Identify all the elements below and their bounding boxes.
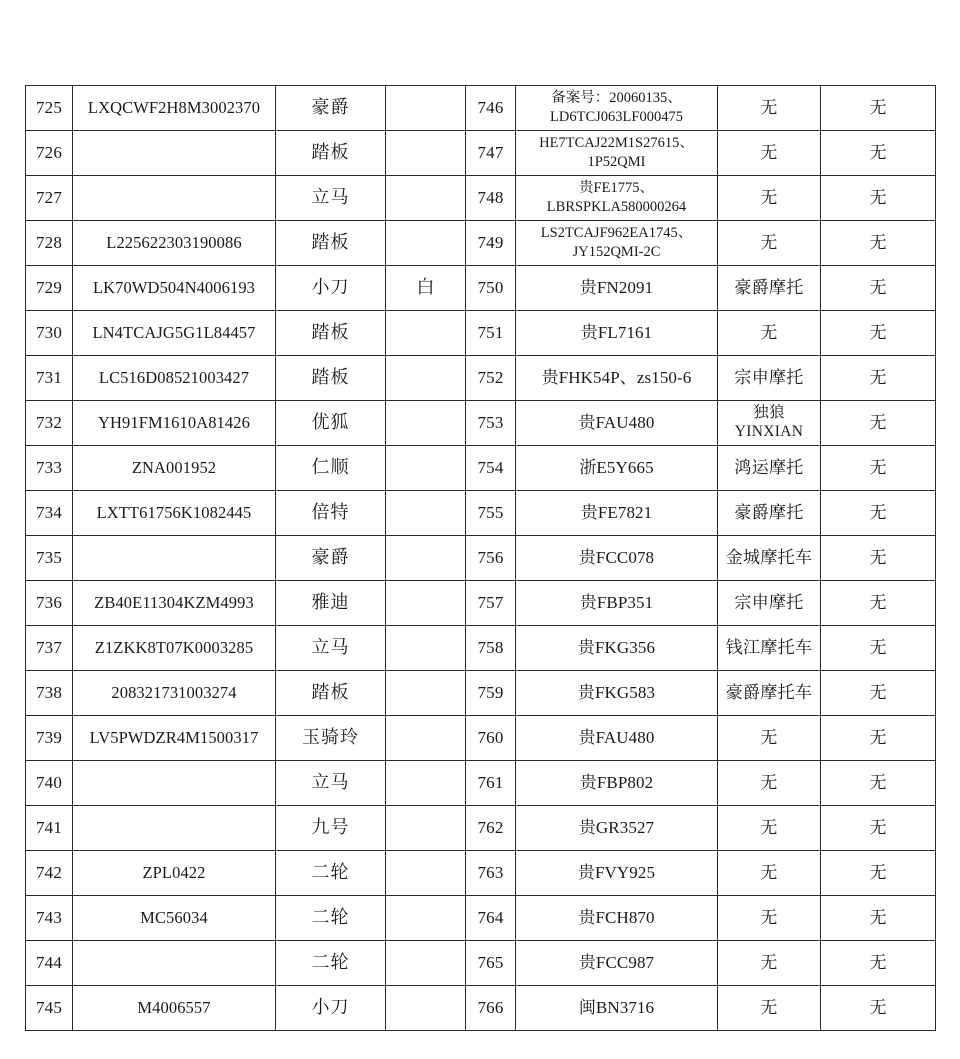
- vin-number: ZNA001952: [73, 446, 276, 491]
- table-row: [26, 851, 936, 896]
- plate-number: 浙E5Y665: [516, 446, 718, 491]
- remarks: 无: [821, 896, 936, 941]
- sequence-number-right: 753: [466, 401, 516, 446]
- brand-name: 小刀: [276, 986, 386, 1031]
- plate-number: 贵FCC078: [516, 536, 718, 581]
- plate-number: 贵FN2091: [516, 266, 718, 311]
- vin-number: LK70WD504N4006193: [73, 266, 276, 311]
- plate-number: 贵FAU480: [516, 401, 718, 446]
- color-value: [386, 401, 466, 446]
- vin-number: LN4TCAJG5G1L84457: [73, 311, 276, 356]
- brand-name: 雅迪: [276, 581, 386, 626]
- manufacturer: 无: [718, 851, 821, 896]
- sequence-number-left: 732: [26, 401, 73, 446]
- brand-name: 小刀: [276, 266, 386, 311]
- sequence-number-left: 738: [26, 671, 73, 716]
- manufacturer: 无: [718, 896, 821, 941]
- sequence-number-right: 757: [466, 581, 516, 626]
- vin-number: LXQCWF2H8M3002370: [73, 86, 276, 131]
- table-row: [26, 491, 936, 536]
- sequence-number-left: 740: [26, 761, 73, 806]
- manufacturer: 无: [718, 986, 821, 1031]
- sequence-number-right: 751: [466, 311, 516, 356]
- manufacturer: 无: [718, 311, 821, 356]
- vin-number: LC516D08521003427: [73, 356, 276, 401]
- vin-number: ZB40E11304KZM4993: [73, 581, 276, 626]
- table-row: [26, 671, 936, 716]
- sequence-number-left: 741: [26, 806, 73, 851]
- table-row: [26, 896, 936, 941]
- table-row: [26, 536, 936, 581]
- manufacturer: 宗申摩托: [718, 356, 821, 401]
- remarks: 无: [821, 401, 936, 446]
- plate-number: 贵FCC987: [516, 941, 718, 986]
- manufacturer-line: YINXIAN: [734, 423, 804, 440]
- manufacturer: 无: [718, 221, 821, 266]
- plate-number: 贵FBP351: [516, 581, 718, 626]
- plate-number-line: HE7TCAJ22M1S27615、: [539, 135, 694, 152]
- sequence-number-right: 746: [466, 86, 516, 131]
- color-value: [386, 176, 466, 221]
- sequence-number-right: 762: [466, 806, 516, 851]
- sequence-number-right: 750: [466, 266, 516, 311]
- sequence-number-left: 737: [26, 626, 73, 671]
- sequence-number-right: 755: [466, 491, 516, 536]
- table-row: [26, 311, 936, 356]
- vin-number: LV5PWDZR4M1500317: [73, 716, 276, 761]
- color-value: [386, 626, 466, 671]
- plate-number-line: LD6TCJ063LF000475: [550, 109, 683, 125]
- table-row: [26, 131, 936, 176]
- plate-number: [516, 221, 718, 266]
- remarks: 无: [821, 311, 936, 356]
- table-row: [26, 356, 936, 401]
- brand-name: 踏板: [276, 311, 386, 356]
- sequence-number-right: 754: [466, 446, 516, 491]
- manufacturer: 无: [718, 176, 821, 221]
- plate-number-line: 1P52QMI: [587, 154, 646, 170]
- sequence-number-left: 725: [26, 86, 73, 131]
- color-value: [386, 131, 466, 176]
- remarks: 无: [821, 176, 936, 221]
- table-row: [26, 266, 936, 311]
- manufacturer: 无: [718, 86, 821, 131]
- table-body: [26, 86, 936, 1031]
- plate-number: [516, 86, 718, 131]
- plate-number: 闽BN3716: [516, 986, 718, 1031]
- sequence-number-right: 760: [466, 716, 516, 761]
- brand-name: 立马: [276, 761, 386, 806]
- sequence-number-right: 763: [466, 851, 516, 896]
- sequence-number-left: 729: [26, 266, 73, 311]
- sequence-number-right: 766: [466, 986, 516, 1031]
- manufacturer: 鸿运摩托: [718, 446, 821, 491]
- manufacturer: 豪爵摩托: [718, 491, 821, 536]
- brand-name: 踏板: [276, 221, 386, 266]
- brand-name: 豪爵: [276, 86, 386, 131]
- table-row: [26, 806, 936, 851]
- plate-number-line: JY152QMI-2C: [572, 244, 661, 260]
- plate-number: 贵FAU480: [516, 716, 718, 761]
- color-value: [386, 986, 466, 1031]
- table-row: [26, 401, 936, 446]
- brand-name: 立马: [276, 176, 386, 221]
- table-row: [26, 86, 936, 131]
- table-row: [26, 941, 936, 986]
- plate-number: [516, 131, 718, 176]
- table-row: [26, 581, 936, 626]
- remarks: 无: [821, 806, 936, 851]
- brand-name: 二轮: [276, 896, 386, 941]
- remarks: 无: [821, 131, 936, 176]
- brand-name: 仁顺: [276, 446, 386, 491]
- manufacturer: 无: [718, 761, 821, 806]
- sequence-number-left: 742: [26, 851, 73, 896]
- remarks: 无: [821, 491, 936, 536]
- manufacturer: [718, 401, 821, 446]
- plate-number: 贵FKG356: [516, 626, 718, 671]
- plate-number-line: LS2TCAJF962EA1745、: [540, 225, 693, 242]
- brand-name: 立马: [276, 626, 386, 671]
- brand-name: 倍特: [276, 491, 386, 536]
- plate-number-line: 备案号：20060135、: [551, 90, 682, 107]
- remarks: 无: [821, 446, 936, 491]
- sequence-number-left: 733: [26, 446, 73, 491]
- sequence-number-left: 736: [26, 581, 73, 626]
- vin-number: [73, 131, 276, 176]
- color-value: [386, 761, 466, 806]
- brand-name: 二轮: [276, 941, 386, 986]
- remarks: 无: [821, 536, 936, 581]
- sequence-number-right: 764: [466, 896, 516, 941]
- color-value: [386, 896, 466, 941]
- plate-number: [516, 176, 718, 221]
- manufacturer: 豪爵摩托: [718, 266, 821, 311]
- table-row: [26, 626, 936, 671]
- vin-number: [73, 536, 276, 581]
- table-row: [26, 446, 936, 491]
- sequence-number-left: 728: [26, 221, 73, 266]
- table-row: [26, 986, 936, 1031]
- plate-number: 贵FL7161: [516, 311, 718, 356]
- table-row: [26, 176, 936, 221]
- sequence-number-right: 765: [466, 941, 516, 986]
- vin-number: [73, 761, 276, 806]
- brand-name: 玉骑玲: [276, 716, 386, 761]
- color-value: [386, 941, 466, 986]
- sequence-number-left: 744: [26, 941, 73, 986]
- registry-sheet: [25, 85, 935, 1031]
- sequence-number-left: 726: [26, 131, 73, 176]
- plate-number-line: 贵FE1775、: [579, 180, 654, 197]
- color-value: [386, 356, 466, 401]
- color-value: [386, 86, 466, 131]
- manufacturer-line: 独狼: [753, 404, 785, 422]
- vin-number: [73, 176, 276, 221]
- manufacturer: 无: [718, 806, 821, 851]
- sequence-number-right: 758: [466, 626, 516, 671]
- color-value: [386, 311, 466, 356]
- vin-number: [73, 806, 276, 851]
- color-value: [386, 671, 466, 716]
- remarks: 无: [821, 851, 936, 896]
- vin-number: M4006557: [73, 986, 276, 1031]
- color-value: [386, 716, 466, 761]
- sequence-number-left: 731: [26, 356, 73, 401]
- manufacturer: 钱江摩托车: [718, 626, 821, 671]
- vin-number: ZPL0422: [73, 851, 276, 896]
- plate-number: 贵GR3527: [516, 806, 718, 851]
- vin-number: Z1ZKK8T07K0003285: [73, 626, 276, 671]
- plate-number: 贵FVY925: [516, 851, 718, 896]
- color-value: [386, 536, 466, 581]
- brand-name: 九号: [276, 806, 386, 851]
- color-value: 白: [386, 266, 466, 311]
- vin-number: [73, 941, 276, 986]
- brand-name: 踏板: [276, 356, 386, 401]
- remarks: 无: [821, 986, 936, 1031]
- remarks: 无: [821, 356, 936, 401]
- manufacturer: 豪爵摩托车: [718, 671, 821, 716]
- vin-number: L225622303190086: [73, 221, 276, 266]
- vin-number: YH91FM1610A81426: [73, 401, 276, 446]
- color-value: [386, 446, 466, 491]
- plate-number: 贵FHK54P、zs150-6: [516, 356, 718, 401]
- sequence-number-left: 735: [26, 536, 73, 581]
- sequence-number-left: 730: [26, 311, 73, 356]
- sequence-number-left: 734: [26, 491, 73, 536]
- plate-number: 贵FE7821: [516, 491, 718, 536]
- color-value: [386, 491, 466, 536]
- sequence-number-right: 761: [466, 761, 516, 806]
- sequence-number-right: 747: [466, 131, 516, 176]
- manufacturer: 无: [718, 941, 821, 986]
- table-row: [26, 716, 936, 761]
- remarks: 无: [821, 626, 936, 671]
- sequence-number-left: 745: [26, 986, 73, 1031]
- color-value: [386, 581, 466, 626]
- brand-name: 踏板: [276, 671, 386, 716]
- vehicle-registry-table: [25, 85, 936, 1031]
- plate-number: 贵FKG583: [516, 671, 718, 716]
- manufacturer: 无: [718, 716, 821, 761]
- remarks: 无: [821, 86, 936, 131]
- sequence-number-left: 727: [26, 176, 73, 221]
- remarks: 无: [821, 671, 936, 716]
- brand-name: 二轮: [276, 851, 386, 896]
- plate-number: 贵FBP802: [516, 761, 718, 806]
- remarks: 无: [821, 761, 936, 806]
- color-value: [386, 221, 466, 266]
- color-value: [386, 851, 466, 896]
- sequence-number-left: 743: [26, 896, 73, 941]
- manufacturer: 宗申摩托: [718, 581, 821, 626]
- brand-name: 踏板: [276, 131, 386, 176]
- vin-number: MC56034: [73, 896, 276, 941]
- manufacturer: 金城摩托车: [718, 536, 821, 581]
- color-value: [386, 806, 466, 851]
- remarks: 无: [821, 221, 936, 266]
- plate-number-line: LBRSPKLA580000264: [546, 199, 687, 215]
- vin-number: LXTT61756K1082445: [73, 491, 276, 536]
- remarks: 无: [821, 716, 936, 761]
- vin-number: 208321731003274: [73, 671, 276, 716]
- table-row: [26, 221, 936, 266]
- remarks: 无: [821, 266, 936, 311]
- sequence-number-right: 749: [466, 221, 516, 266]
- sequence-number-left: 739: [26, 716, 73, 761]
- sequence-number-right: 756: [466, 536, 516, 581]
- remarks: 无: [821, 941, 936, 986]
- sequence-number-right: 759: [466, 671, 516, 716]
- table-row: [26, 761, 936, 806]
- manufacturer: 无: [718, 131, 821, 176]
- brand-name: 豪爵: [276, 536, 386, 581]
- sequence-number-right: 748: [466, 176, 516, 221]
- plate-number: 贵FCH870: [516, 896, 718, 941]
- brand-name: 优狐: [276, 401, 386, 446]
- sequence-number-right: 752: [466, 356, 516, 401]
- remarks: 无: [821, 581, 936, 626]
